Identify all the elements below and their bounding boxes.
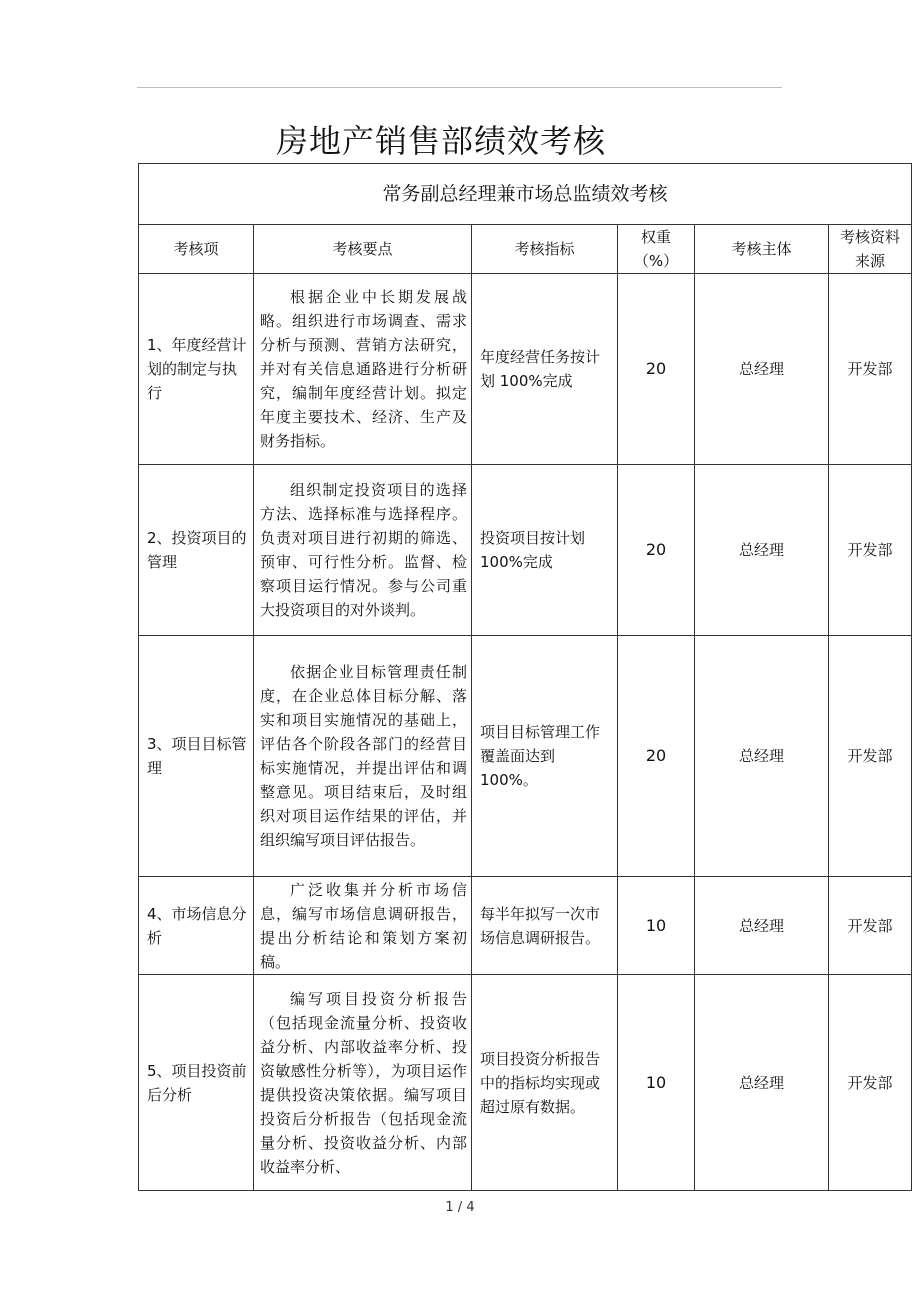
table-subtitle: 常务副总经理兼市场总监绩效考核 xyxy=(139,164,912,225)
header-source: 考核资料来源 xyxy=(829,225,912,274)
table-row xyxy=(139,274,912,465)
row-assessor: 总经理 xyxy=(695,636,829,877)
row-points xyxy=(254,274,472,465)
kpi-table xyxy=(138,163,912,1191)
row-points xyxy=(254,975,472,1191)
document-title: 房地产销售部绩效考核 xyxy=(276,122,607,160)
header-item: 考核项 xyxy=(139,225,254,274)
row-assessor: 总经理 xyxy=(695,877,829,975)
page-indicator: 1 / 4 xyxy=(445,1200,475,1215)
row-indicator: 项目投资分析报告中的指标均实现或超过原有数据。 xyxy=(472,975,618,1191)
row-item: 2、投资项目的管理 xyxy=(139,465,254,636)
row-points xyxy=(254,465,472,636)
header-row xyxy=(139,225,912,274)
row-assessor: 总经理 xyxy=(695,465,829,636)
header-points: 考核要点 xyxy=(254,225,472,274)
row-indicator: 投资项目按计划 100%完成 xyxy=(472,465,618,636)
row-item: 1、年度经营计划的制定与执行 xyxy=(139,274,254,465)
table-row xyxy=(139,465,912,636)
row-item: 3、项目目标管理 xyxy=(139,636,254,877)
row-points-text: 组织制定投资项目的选择方法、选择标准与选择程序。负责对项目进行初期的筛选、预审、可行性分析。监督、检察项目运行情况。参与公司重大投资项目的对外谈判。 xyxy=(260,481,467,619)
table-row xyxy=(139,877,912,975)
row-points-text: 广泛收集并分析市场信息，编写市场信息调研报告，提出分析结论和策划方案初稿。 xyxy=(260,880,467,971)
header-weight: 权重（%） xyxy=(618,225,695,274)
row-points-text: 根据企业中长期发展战略。组织进行市场调查、需求分析与预测、营销方法研究，并对有关信息通路进行分析研究，编制年度经营计划。拟定年度主要技术、经济、生产及财务指标。 xyxy=(260,288,467,450)
row-weight: 20 xyxy=(618,274,695,465)
row-indicator: 项目目标管理工作覆盖面达到 100%。 xyxy=(472,636,618,877)
row-indicator: 年度经营任务按计划 100%完成 xyxy=(472,274,618,465)
row-points-text: 依据企业目标管理责任制度，在企业总体目标分解、落实和项目实施情况的基础上，评估各个阶段各部门的经营目标实施情况，并提出评估和调整意见。项目结束后，及时组织对项目运作结果的评估，并组织编写项目评估报告。 xyxy=(260,663,467,849)
header-indicator: 考核指标 xyxy=(472,225,618,274)
row-weight: 10 xyxy=(618,877,695,975)
row-source: 开发部 xyxy=(829,975,912,1191)
row-assessor: 总经理 xyxy=(695,975,829,1191)
row-source: 开发部 xyxy=(829,877,912,975)
row-weight: 10 xyxy=(618,975,695,1191)
row-points-text: 编写项目投资分析报告（包括现金流量分析、投资收益分析、内部收益率分析、投资敏感性分析等），为项目运作提供投资决策依据。编写项目投资后分析报告（包括现金流量分析、投资收益分析、内部收益率分析、 xyxy=(260,989,467,1176)
row-item: 5、项目投资前后分析 xyxy=(139,975,254,1191)
table-row xyxy=(139,636,912,877)
row-source: 开发部 xyxy=(829,465,912,636)
header-assessor: 考核主体 xyxy=(695,225,829,274)
row-indicator: 每半年拟写一次市场信息调研报告。 xyxy=(472,877,618,975)
header-rule xyxy=(137,87,782,88)
row-source: 开发部 xyxy=(829,274,912,465)
row-assessor: 总经理 xyxy=(695,274,829,465)
row-points xyxy=(254,877,472,975)
row-weight: 20 xyxy=(618,636,695,877)
subtitle-row xyxy=(139,164,912,225)
row-weight: 20 xyxy=(618,465,695,636)
row-source: 开发部 xyxy=(829,636,912,877)
row-points xyxy=(254,636,472,877)
row-item: 4、市场信息分析 xyxy=(139,877,254,975)
table-row xyxy=(139,975,912,1191)
